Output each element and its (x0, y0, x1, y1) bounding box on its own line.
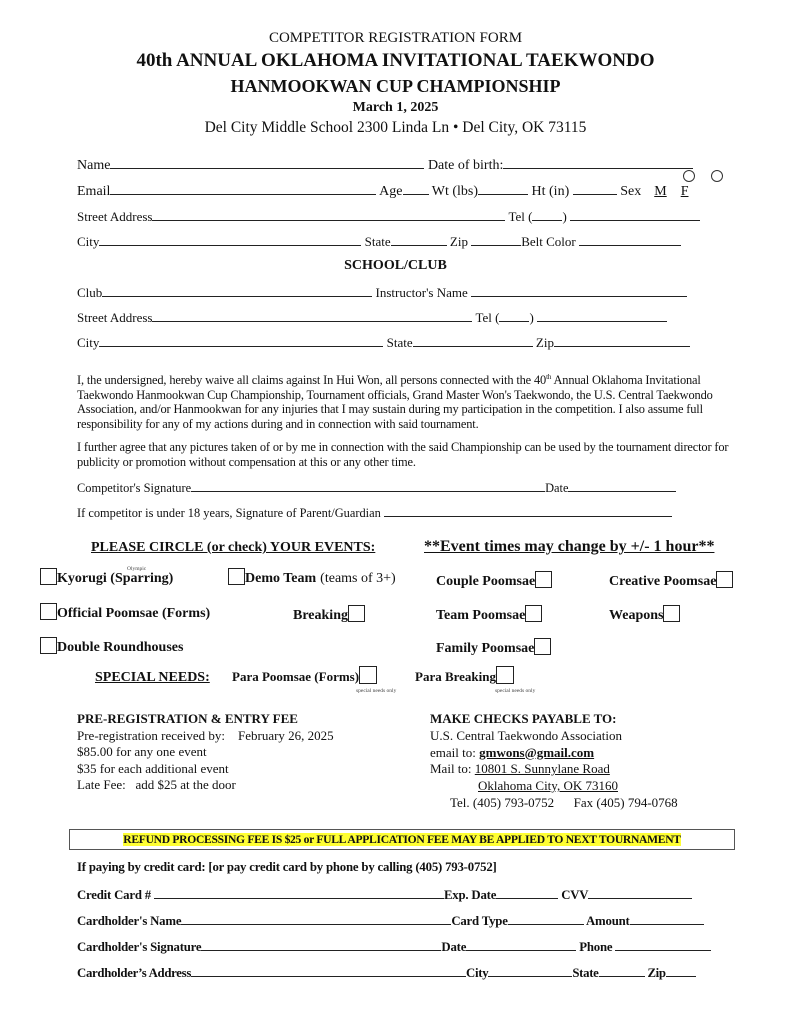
belt-field[interactable] (579, 233, 681, 246)
olympic-note: Olympic (127, 566, 147, 572)
sex-m-radio[interactable] (683, 170, 695, 182)
payment-tel: Tel. (405) 793-0752 (450, 794, 555, 810)
photo-consent-paragraph: I further agree that any pictures taken of or by me in connection with the said Championship can be used by the tournament director for publicity or promotion without compensation at this or any other time. (77, 440, 729, 469)
prereg-row (77, 728, 334, 745)
family-poomsae-checkbox[interactable] (534, 638, 551, 655)
school-street-field[interactable] (152, 309, 472, 322)
school-state-label: State (386, 335, 413, 350)
street-label: Street Address (77, 209, 153, 224)
event-times-notice: **Event times may change by +/- 1 hour** (424, 538, 715, 555)
zip-field[interactable] (471, 233, 521, 246)
one-event-fee: $85.00 for any one event (77, 744, 207, 759)
email-row (430, 745, 678, 762)
mail-address-row2 (430, 778, 678, 795)
team-poomsae-label: Team Poomsae (436, 608, 526, 623)
tel-area-field[interactable] (532, 208, 562, 221)
school-zip-field[interactable] (554, 334, 690, 347)
double-roundhouses-label: Double Roundhouses (57, 640, 184, 655)
tel-label: Tel ( (508, 209, 533, 224)
event-couple-poomsae[interactable] (436, 571, 552, 590)
cc-date-field[interactable] (466, 938, 576, 951)
event-creative-poomsae[interactable] (609, 571, 733, 590)
competitor-signature-field[interactable] (191, 479, 545, 492)
name-field[interactable] (110, 156, 424, 169)
name-label: Name (77, 158, 111, 173)
school-heading: SCHOOL/CLUB (344, 258, 447, 273)
team-poomsae-checkbox[interactable] (525, 605, 542, 622)
additional-event-fee: $35 for each additional event (77, 760, 229, 776)
para-poomsae-label: Para Poomsae (Forms) (232, 669, 360, 684)
card-number-field[interactable] (154, 886, 444, 899)
card-type-field[interactable] (508, 912, 584, 925)
payment-heading: MAKE CHECKS PAYABLE TO: (430, 711, 617, 726)
cardholder-signature-row (77, 938, 711, 955)
official-poomsae-label: Official Poomsae (Forms) (57, 606, 211, 621)
street-field[interactable] (152, 208, 505, 221)
special-needs-label: SPECIAL NEEDS: (95, 670, 210, 685)
cc-zip-label: Zip (647, 966, 666, 980)
event-para-poomsae[interactable] (232, 666, 377, 686)
competitor-signature-label: Competitor's Signature (77, 481, 192, 495)
card-type-label: Card Type (451, 914, 508, 928)
weight-label: Wt (lbs) (431, 184, 479, 199)
cc-date-label: Date (441, 940, 467, 954)
tel-field[interactable] (570, 208, 700, 221)
name-row (77, 156, 693, 174)
refund-notice-box (69, 829, 735, 850)
sex-option-m[interactable]: M (654, 184, 667, 199)
tel-close: ) (562, 209, 567, 224)
age-label: Age (379, 184, 403, 199)
cc-city-field[interactable] (488, 964, 572, 977)
club-label: Club (77, 285, 103, 300)
waiver-text-b: Annual Oklahoma Invitational Taekwondo Hanmookwan Cup Championship, Tournament officials, Grand Master Won's Taekwondo, the U.S. Central Taekwondo Association, and/or Hanmookwan for any injuries that I may sustain during my participation in the competition. I also assume full responsibility for any of my actions during and in connection with said tournament. (77, 373, 713, 431)
mail-row (430, 761, 678, 778)
kyorugi-label: Kyorugi (Sparring) (57, 571, 174, 586)
fees-section (77, 711, 334, 794)
late-fee-row (77, 777, 334, 794)
club-field[interactable] (102, 284, 372, 297)
guardian-signature-row (77, 504, 672, 521)
para-breaking-checkbox[interactable] (496, 666, 514, 684)
family-poomsae-label: Family Poomsae (436, 641, 535, 656)
school-tel-label: Tel ( (475, 310, 500, 325)
late-fee-value: add $25 at the door (135, 777, 236, 792)
cc-zip-field[interactable] (666, 964, 696, 977)
events-heading: PLEASE CIRCLE (or check) YOUR EVENTS: (91, 540, 376, 555)
guardian-signature-field[interactable] (384, 504, 672, 517)
height-field[interactable] (573, 182, 617, 195)
cardholder-address-label: Cardholder’s Address (77, 966, 192, 980)
email-row (77, 182, 691, 200)
event-title-line2: HANMOOKWAN CUP CHAMPIONSHIP (230, 76, 561, 96)
para-breaking-note: special needs only (495, 688, 536, 694)
demo-team-note: (teams of 3+) (320, 571, 396, 586)
event-kyorugi[interactable] (40, 568, 173, 587)
late-fee-label: Late Fee: (77, 777, 126, 792)
mail-address-line1: 10801 S. Sunnylane Road (474, 761, 610, 777)
card-number-row (77, 886, 692, 903)
height-label: Ht (in) (531, 184, 570, 199)
event-official-poomsae[interactable] (40, 603, 210, 622)
street-row (77, 208, 700, 225)
sex-label: Sex (620, 184, 642, 199)
breaking-label: Breaking (293, 608, 348, 623)
contact-row (430, 795, 678, 812)
para-poomsae-note: special needs only (356, 688, 397, 694)
cardholder-signature-field[interactable] (201, 938, 441, 951)
instructor-field[interactable] (471, 284, 687, 297)
cc-phone-label: Phone (579, 940, 613, 954)
card-number-label: Credit Card # (77, 888, 151, 902)
competitor-signature-row (77, 479, 676, 496)
cvv-field[interactable] (588, 886, 692, 899)
city-row (77, 233, 681, 250)
payment-email-label: email to: (430, 744, 480, 760)
creative-poomsae-label: Creative Poomsae (609, 574, 717, 589)
school-city-row (77, 334, 690, 351)
city-label: City (77, 234, 100, 249)
school-tel-field[interactable] (537, 309, 667, 322)
credit-card-intro: If paying by credit card: [or pay credit card by phone by calling (405) 793-0752] (77, 860, 497, 874)
demo-team-checkbox[interactable] (228, 568, 245, 585)
school-street-row (77, 309, 667, 326)
signature-date-field[interactable] (568, 479, 676, 492)
waiver-text-a: I, the undersigned, hereby waive all claims against In Hui Won, all persons connected with the 40 (77, 373, 547, 388)
weapons-checkbox[interactable] (663, 605, 680, 622)
amount-field[interactable] (630, 912, 704, 925)
event-demo-team[interactable] (228, 568, 396, 587)
payment-email-link[interactable]: gmwons@gmail.com (479, 744, 595, 760)
event-venue: Del City Middle School 2300 Linda Ln • Del City, OK 73115 (204, 119, 587, 136)
weapons-label: Weapons (609, 608, 664, 623)
age-field[interactable] (403, 182, 429, 195)
instructor-label: Instructor's Name (375, 285, 468, 300)
refund-notice: REFUND PROCESSING FEE IS $25 or FULL APPLICATION FEE MAY BE APPLIED TO NEXT TOURNAMENT (123, 833, 681, 846)
email-label: Email (77, 184, 111, 199)
event-date: March 1, 2025 (352, 100, 439, 115)
demo-team-label: Demo Team (245, 571, 317, 586)
couple-poomsae-label: Couple Poomsae (436, 574, 536, 589)
signature-date-label: Date (545, 481, 569, 495)
cardholder-address-row (77, 964, 696, 981)
belt-label: Belt Color (521, 234, 576, 249)
kyorugi-checkbox[interactable] (40, 568, 57, 585)
couple-poomsae-checkbox[interactable] (535, 571, 552, 588)
email-field[interactable] (110, 182, 376, 195)
state-label: State (364, 234, 391, 249)
waiver-paragraph (77, 370, 732, 431)
zip-label: Zip (449, 234, 468, 249)
cardholder-name-field[interactable] (181, 912, 451, 925)
payee: U.S. Central Taekwondo Association (430, 727, 623, 743)
city-field[interactable] (99, 233, 361, 246)
form-type-title: COMPETITOR REGISTRATION FORM (268, 30, 523, 46)
amount-label: Amount (586, 914, 630, 928)
sex-f-radio[interactable] (711, 170, 723, 182)
waiver-ordinal: th (546, 373, 552, 381)
club-row (77, 284, 687, 301)
cc-phone-field[interactable] (615, 938, 711, 951)
event-title-line1: 40th ANNUAL OKLAHOMA INVITATIONAL TAEKWONDO (136, 50, 655, 71)
weight-field[interactable] (478, 182, 528, 195)
cc-state-field[interactable] (599, 964, 645, 977)
event-double-roundhouses[interactable] (40, 637, 183, 656)
event-family-poomsae[interactable] (436, 638, 551, 657)
school-street-label: Street Address (77, 310, 153, 325)
school-tel-close: ) (529, 310, 534, 325)
para-breaking-label: Para Breaking (415, 669, 497, 684)
payment-section (430, 711, 678, 812)
cardholder-name-label: Cardholder's Name (77, 914, 182, 928)
school-zip-label: Zip (535, 335, 554, 350)
school-tel-area-field[interactable] (499, 309, 529, 322)
fees-heading: PRE-REGISTRATION & ENTRY FEE (77, 711, 298, 726)
cardholder-address-field[interactable] (191, 964, 466, 977)
exp-date-label: Exp. Date (443, 888, 497, 902)
school-city-field[interactable] (99, 334, 383, 347)
cvv-label: CVV (561, 888, 589, 902)
breaking-checkbox[interactable] (348, 605, 365, 622)
school-state-field[interactable] (413, 334, 533, 347)
payment-fax: Fax (405) 794-0768 (573, 794, 678, 810)
para-poomsae-checkbox[interactable] (359, 666, 377, 684)
dob-field[interactable] (503, 156, 693, 169)
prereg-label: Pre-registration received by: (77, 727, 225, 743)
prereg-date: February 26, 2025 (238, 727, 334, 743)
creative-poomsae-checkbox[interactable] (716, 571, 733, 588)
cc-state-label: State (572, 966, 599, 980)
cc-city-label: City (466, 966, 489, 980)
event-breaking[interactable] (293, 605, 365, 624)
dob-label: Date of birth: (427, 158, 504, 173)
guardian-signature-label: If competitor is under 18 years, Signature of Parent/Guardian (77, 506, 381, 520)
exp-date-field[interactable] (496, 886, 558, 899)
event-team-poomsae[interactable] (436, 605, 542, 624)
school-city-label: City (77, 335, 100, 350)
mail-label: Mail to: (430, 761, 475, 777)
mail-address-line2: Oklahoma City, OK 73160 (478, 778, 618, 794)
state-field[interactable] (391, 233, 447, 246)
official-poomsae-checkbox[interactable] (40, 603, 57, 620)
sex-option-f[interactable]: F (680, 184, 689, 199)
cardholder-signature-label: Cardholder's Signature (77, 940, 202, 954)
cardholder-name-row (77, 912, 704, 929)
event-weapons[interactable] (609, 605, 680, 624)
double-roundhouses-checkbox[interactable] (40, 637, 57, 654)
event-para-breaking[interactable] (415, 666, 514, 686)
